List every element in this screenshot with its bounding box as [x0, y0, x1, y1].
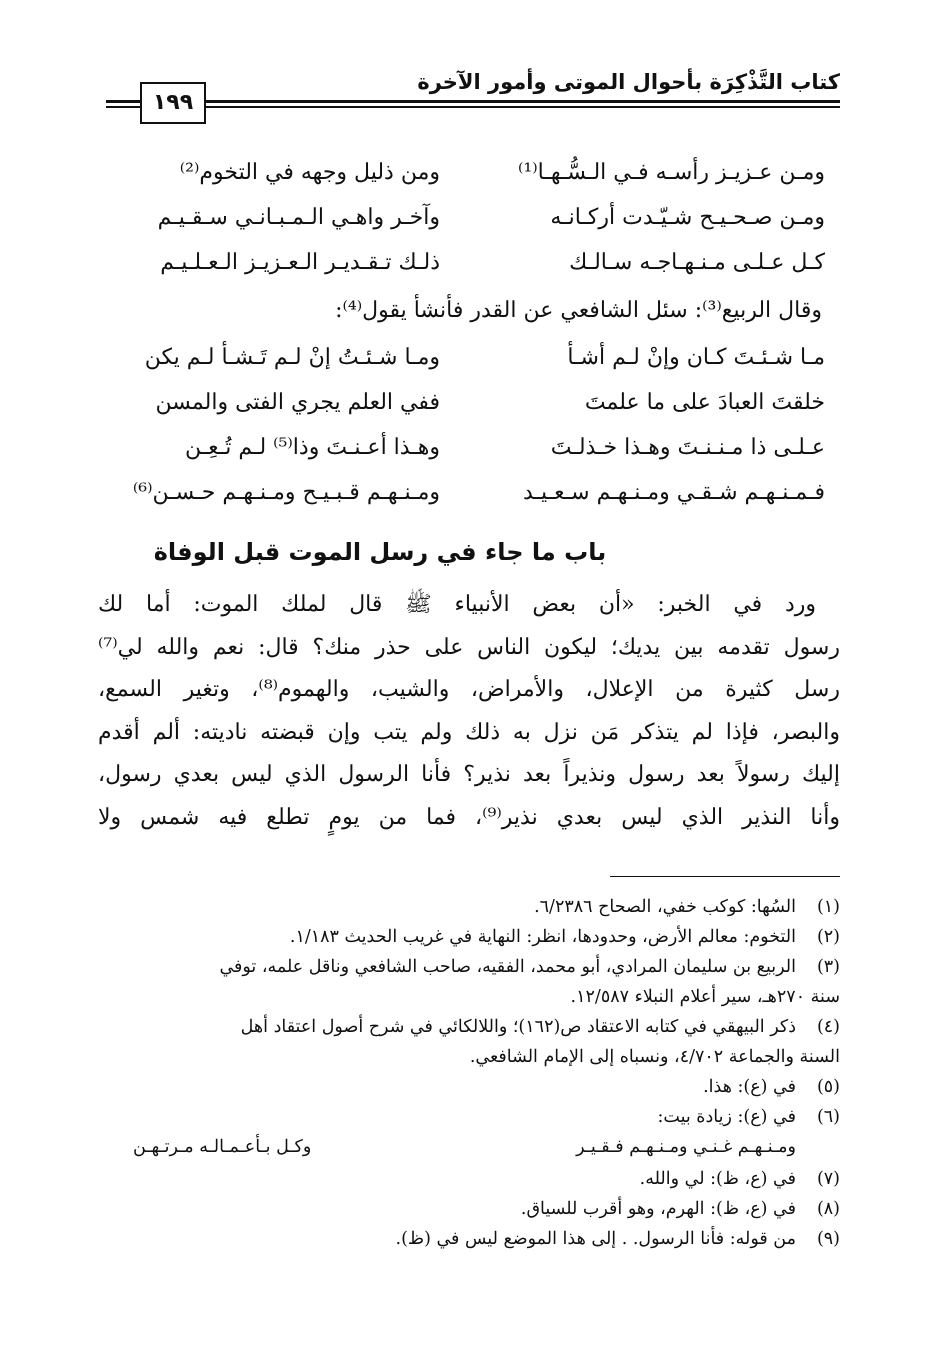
footnote-text-continued: سنة ٢٧٠هـ، سير أعلام النبلاء ١٢/٥٨٧.: [570, 987, 840, 1007]
footnote: [98, 1194, 840, 1224]
body-line: رسل كثيرة من الإعلال، والأمراض، والشيب، والهموم⁽⁸⁾، وتغير السمع،: [98, 677, 840, 702]
body-paragraph: [98, 584, 840, 839]
verse-second-hemistich: ومـا شـئـتُ إنْ لـم تَـشـأ لـم يكن: [144, 345, 440, 370]
intro-line: وقال الربيع⁽³⁾: سئل الشافعي عن القدر فأنشأ يقول⁽⁴⁾:: [335, 298, 822, 323]
footnote-number: (٧): [816, 1169, 840, 1189]
section-heading-text: باب ما جاء في رسل الموت قبل الوفاة: [153, 538, 607, 566]
body-line: وأنا النذير الذي ليس بعدي نذير⁽⁹⁾، فما من يومٍ تطلع فيه شمس ولا: [98, 804, 840, 830]
footnote-verse: [98, 1132, 840, 1164]
footnote-text: من قوله: فأنا الرسول. . إلى هذا الموضع ليس في (ظ).: [395, 1229, 796, 1249]
poem-verse: [120, 205, 825, 245]
footnote: [98, 1102, 840, 1132]
footnote: [98, 1224, 840, 1254]
verse-second-hemistich: ومن ذليل وجهه في التخوم⁽²⁾: [179, 160, 440, 185]
footnote-number: (٤): [816, 1017, 840, 1037]
poem-verse: [120, 435, 825, 475]
verse-first-hemistich: خلقتَ العبادَ على ما علمتَ: [584, 390, 825, 415]
footnote-text-continued: السنة والجماعة ٤/٧٠٢، ونسباه إلى الإمام الشافعي.: [469, 1047, 840, 1067]
footnote: [98, 892, 840, 922]
section-heading: [153, 538, 840, 566]
footnote-separator: [610, 876, 840, 877]
running-head: كتاب التَّذْكِرَة بأحوال الموتى وأمور الآخرة: [417, 70, 840, 94]
footnotes: [98, 892, 840, 1254]
footnote-text: ذكر البيهقي في كتابه الاعتقاد ص(١٦٢)؛ واللالكائي في شرح أصول اعتقاد أهل: [240, 1017, 796, 1037]
verse-first-hemistich: ومـنـهـم غـنـي ومـنـهـم فـقـيـر: [576, 1137, 796, 1157]
body-line: إليك رسولاً بعد رسول ونذيراً بعد نذير؟ فأنا الرسول الذي ليس بعدي رسول،: [98, 762, 840, 787]
verse-first-hemistich: عـلـى ذا مـنـنـتَ وهـذا خـذلـتَ: [550, 435, 825, 460]
body-line: والبصر، فإذا لم يتذكر مَن نزل به ذلك ولم يتب وإن قبضته ناديته: ألم أقدم: [98, 719, 840, 745]
verse-first-hemistich: فـمـنـهـم شـقـي ومـنـهـم سـعـيـد: [523, 480, 825, 505]
footnote-text: في (ع): هذا.: [703, 1077, 796, 1097]
footnote-number: (٦): [816, 1107, 840, 1127]
poem-verse: [120, 480, 825, 520]
verse-second-hemistich: وهـذا أعـنـتَ وذا⁽⁵⁾ لـم تُـعِـن: [184, 435, 440, 460]
footnote-number: (٣): [816, 957, 840, 977]
header-rule-thin: [106, 106, 840, 108]
verse-first-hemistich: كـل عـلـى مـنـهـاجـه سـالـك: [569, 250, 825, 275]
body-line: ورد في الخبر: «أن بعض الأنبياء ﷺ قال لملك الموت: أما لك: [98, 592, 816, 617]
footnote-text: في (ع، ظ): الهرم، وهو أقرب للسياق.: [520, 1199, 796, 1219]
body-line: رسول تقدمه بين يديك؛ ليكون الناس على حذر منك؟ قال: نعم والله لي⁽⁷⁾: [98, 634, 840, 660]
footnote-text: السُها: كوكب خفي، الصحاح ٦/٢٣٨٦.: [534, 897, 796, 917]
verse-second-hemistich: ومـنـهـم قـبـيـح ومـنـهـم حـسـن⁽⁶⁾: [132, 480, 440, 505]
footnote-text: الربيع بن سليمان المرادي، أبو محمد، الفقيه، صاحب الشافعي وناقل علمه، توفي: [219, 957, 796, 977]
footnote: [98, 952, 840, 1012]
header-rule: [106, 100, 840, 103]
footnote-number: (٩): [816, 1229, 840, 1249]
verse-second-hemistich: ففي العلم يجري الفتى والمسن: [155, 390, 440, 415]
verse-first-hemistich: ومـن عـزيـز رأسـه فـي الـسُّـهـا⁽¹⁾: [518, 160, 825, 185]
footnote: [98, 922, 840, 952]
footnote-number: (٢): [816, 927, 840, 947]
footnote: [98, 1072, 840, 1102]
poem-verse: [120, 160, 825, 200]
verse-second-hemistich: ذلـك تـقـديـر الـعـزيـز الـعـلـيـم: [160, 250, 440, 275]
poem-verse: [120, 250, 825, 290]
poem-verse: [120, 345, 825, 385]
verse-first-hemistich: مـا شـئـتَ كـان وإنْ لـم أشـأ: [567, 345, 825, 370]
footnote: [98, 1012, 840, 1072]
verse-first-hemistich: ومـن صـحـيـح شـيّـدت أركـانـه: [550, 205, 825, 230]
footnote-text: التخوم: معالم الأرض، وحدودها، انظر: النهاية في غريب الحديث ١/١٨٣.: [289, 927, 796, 947]
footnote-number: (١): [816, 897, 840, 917]
footnote: [98, 1164, 840, 1194]
footnote-text: في (ع، ظ): لي والله.: [639, 1169, 796, 1189]
poem-verse: [120, 390, 825, 430]
footnote-text: في (ع): زيادة بيت:: [657, 1107, 796, 1127]
verse-second-hemistich: وكـل بـأعـمـالـه مـرتـهـن: [133, 1137, 312, 1157]
page-number: ١٩٩: [140, 82, 206, 124]
footnote-number: (٨): [816, 1199, 840, 1219]
footnote-number: (٥): [816, 1077, 840, 1097]
verse-second-hemistich: وآخـر واهـي الـمـبـانـي سـقـيـم: [157, 205, 440, 230]
